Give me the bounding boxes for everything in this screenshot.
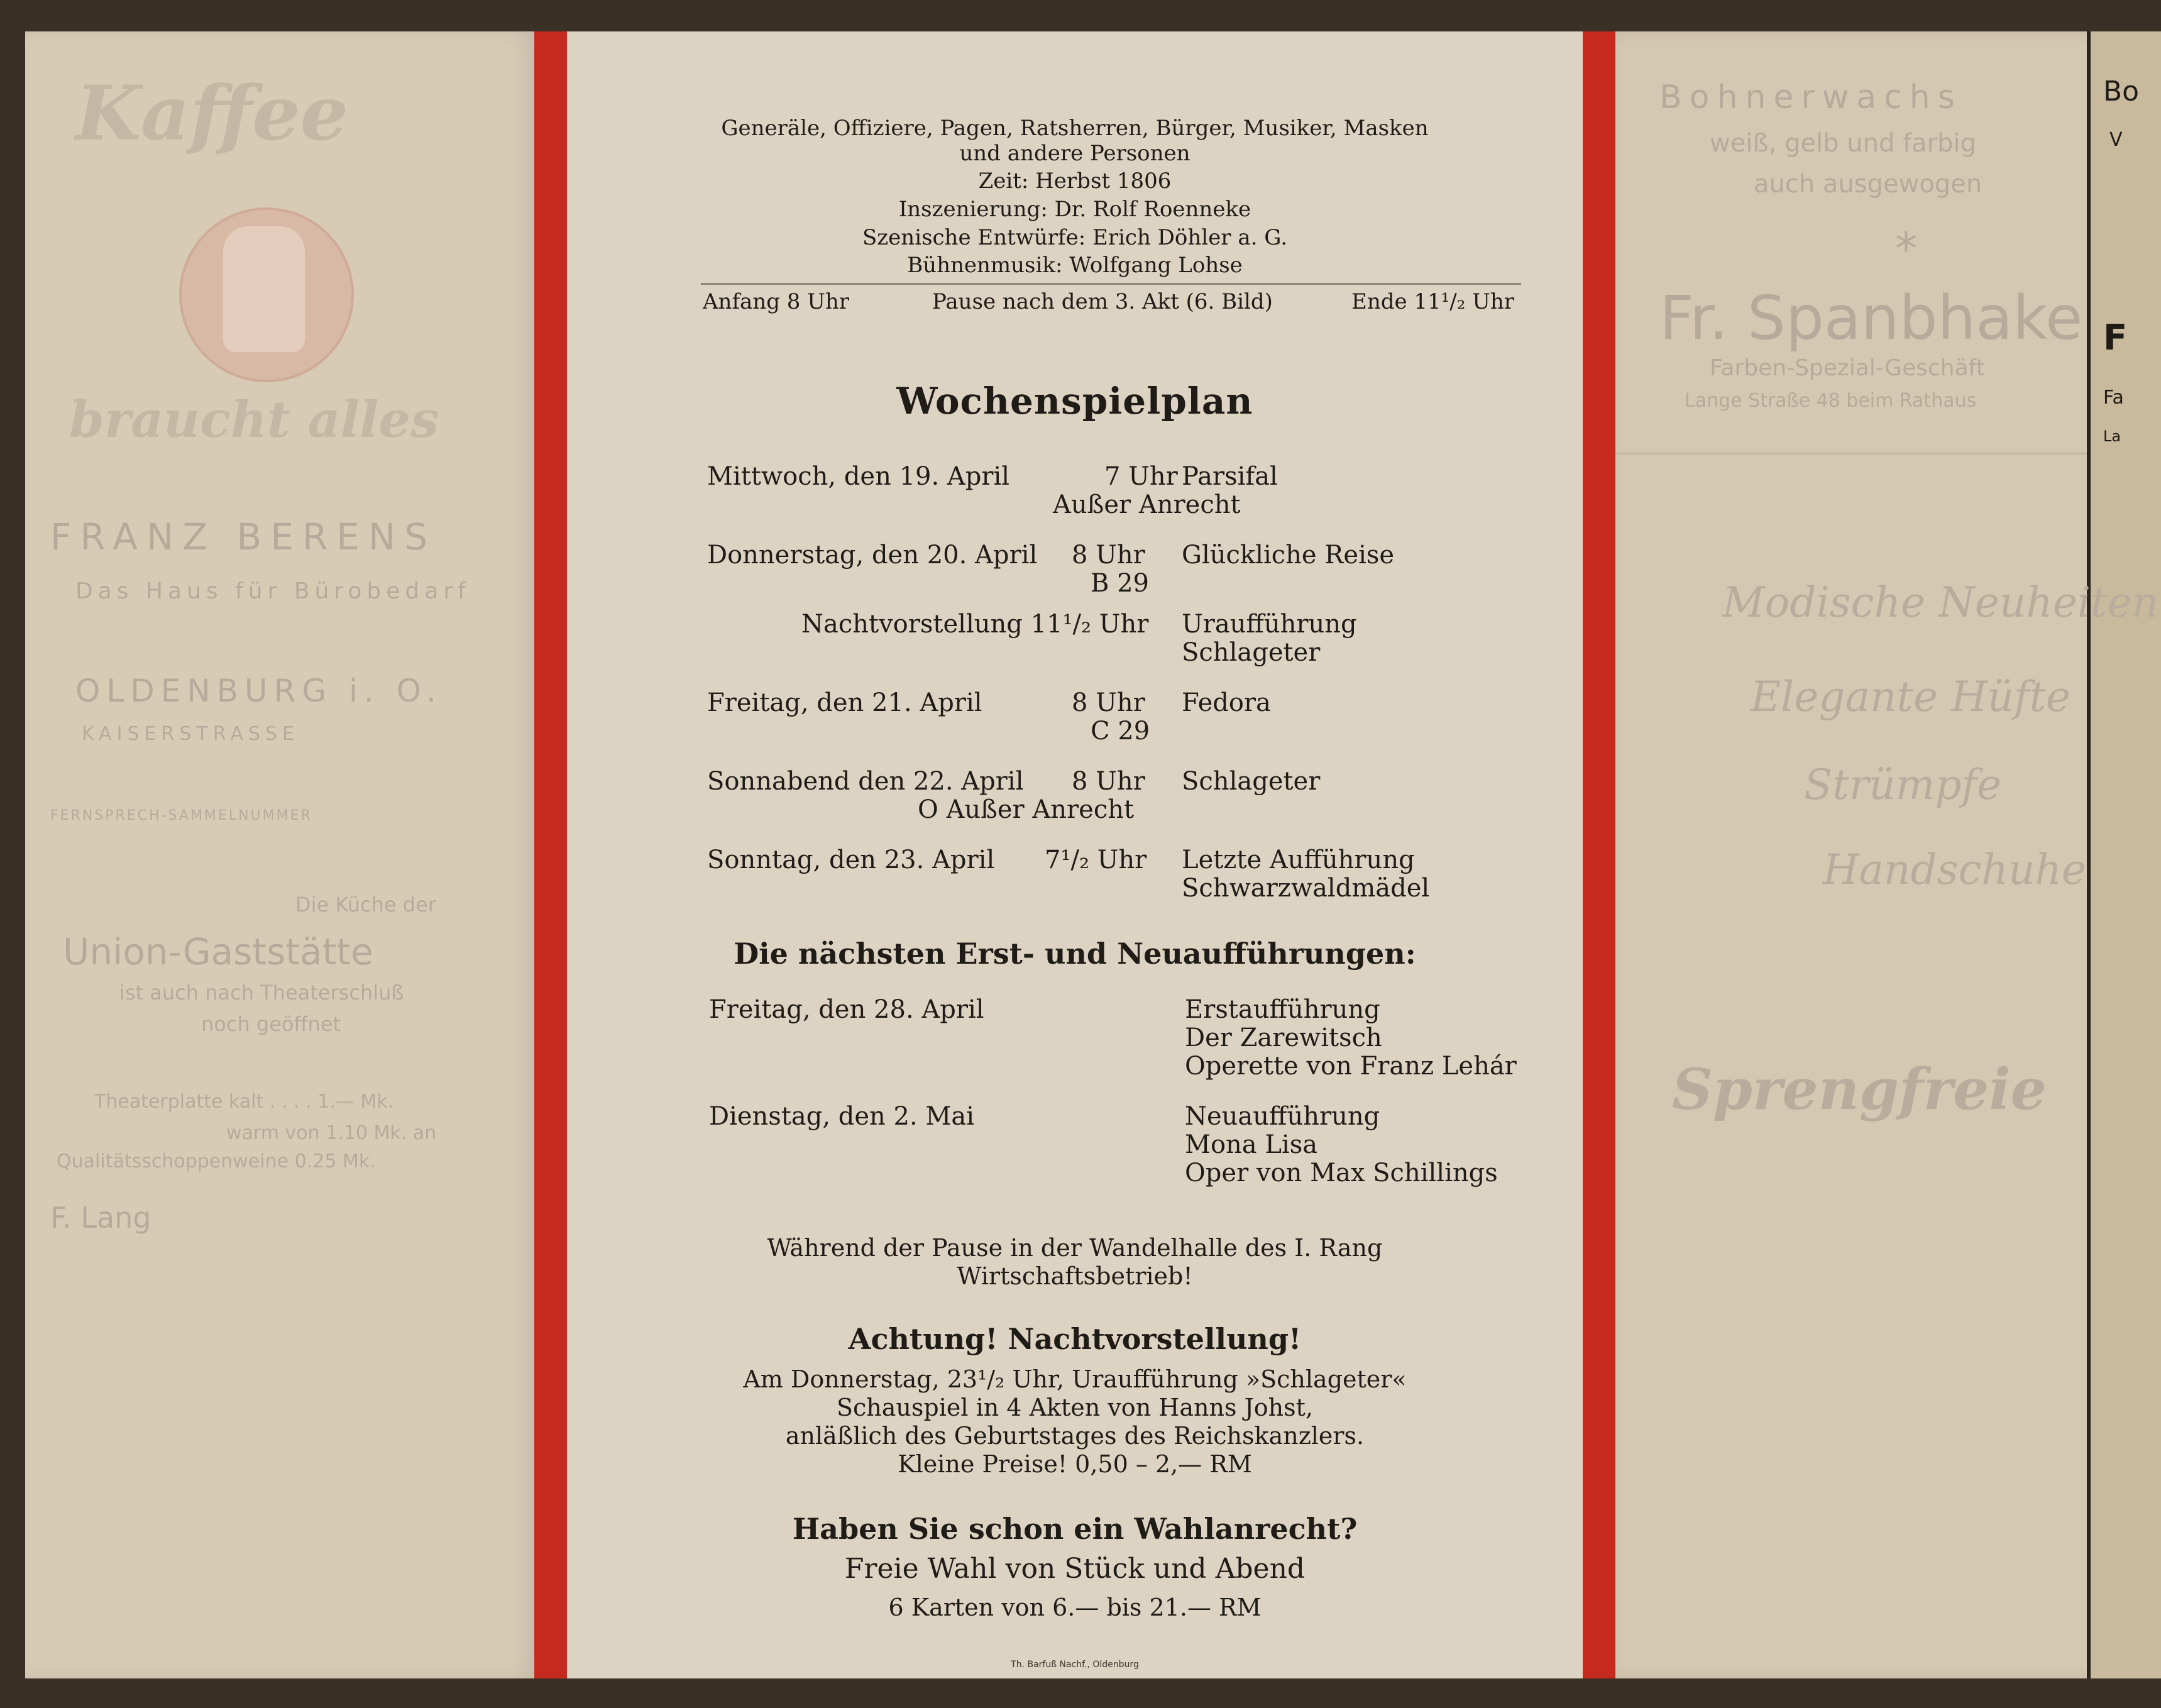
weekly-schedule-title: Wochenspielplan xyxy=(896,380,1253,422)
edge-letter: F xyxy=(2103,317,2128,358)
cast-line: und andere Personen xyxy=(959,141,1190,166)
schedule-day: Freitag, den 21. April xyxy=(707,688,982,717)
ghost-kitchen-intro: Die Küche der xyxy=(295,893,436,917)
schedule-time: 8 Uhr xyxy=(1072,767,1145,796)
cast-line: Generäle, Offiziere, Pagen, Ratsherren, Bürger, Musiker, Masken xyxy=(721,116,1429,141)
performance-time: Zeit: Herbst 1806 xyxy=(978,168,1172,194)
upcoming-line: Der Zarewitsch xyxy=(1185,1023,1382,1052)
night-line: anläßlich des Geburtstages des Reichskanzlers. xyxy=(785,1422,1365,1450)
schedule-note: B 29 xyxy=(1091,569,1150,598)
ghost-brand: Kaffee xyxy=(75,69,349,158)
ghost-menu-line: Qualitätsschoppenweine 0.25 Mk. xyxy=(57,1150,376,1172)
start-time: Anfang 8 Uhr xyxy=(703,289,850,314)
night-title: Achtung! Nachtvorstellung! xyxy=(848,1322,1302,1356)
header-rule xyxy=(701,283,1521,285)
schedule-play: Schlageter xyxy=(1182,767,1321,796)
ghost-phone: FERNSPRECH-SAMMELNUMMER xyxy=(50,808,312,824)
ghost-company-tagline: Das Haus für Bürobedarf xyxy=(75,578,471,604)
schedule-time: 7¹/₂ Uhr xyxy=(1045,846,1147,874)
edge-letter: La xyxy=(2103,427,2121,445)
night-line: Kleine Preise! 0,50 – 2,— RM xyxy=(898,1450,1252,1478)
schedule-play: Schlageter xyxy=(1182,638,1321,667)
ghost-owner: F. Lang xyxy=(50,1201,151,1235)
schedule-play: Uraufführung xyxy=(1182,610,1357,639)
end-time: Ende 11¹/₂ Uhr xyxy=(1351,289,1515,314)
upcoming-line: Operette von Franz Lehár xyxy=(1185,1052,1517,1081)
ghost-company: Fr. Spanbhake xyxy=(1659,283,2083,353)
edge-letter: Fa xyxy=(2103,387,2124,409)
schedule-day: Donnerstag, den 20. April xyxy=(707,541,1038,570)
schedule-play: Parsifal xyxy=(1182,462,1278,491)
ghost-restaurant: Union-Gaststätte xyxy=(63,930,373,973)
schedule-day: Mittwoch, den 19. April xyxy=(707,462,1010,491)
ghost-item: Elegante Hüfte xyxy=(1751,673,2071,721)
emblem-figure xyxy=(223,226,305,352)
ghost-menu-line: Theaterplatte kalt . . . . 1.— Mk. xyxy=(94,1091,394,1113)
wahl-title: Haben Sie schon ein Wahlanrecht? xyxy=(792,1512,1358,1546)
upcoming-line: Neuaufführung xyxy=(1185,1102,1380,1131)
ghost-shop-line: auch ausgewogen xyxy=(1754,170,1982,199)
upcoming-line: Mona Lisa xyxy=(1185,1130,1318,1159)
schedule-play: Glückliche Reise xyxy=(1182,541,1395,570)
pause-info: Pause nach dem 3. Akt (6. Bild) xyxy=(932,289,1273,314)
ghost-shop-line: Bohnerwachs xyxy=(1659,79,1962,116)
schedule-time: 7 Uhr xyxy=(1104,462,1178,491)
ghost-item: Strümpfe xyxy=(1804,761,2002,809)
schedule-note: C 29 xyxy=(1091,717,1150,746)
pause-note: Während der Pause in der Wandelhalle des I. Rang xyxy=(767,1234,1383,1262)
upcoming-line: Oper von Max Schillings xyxy=(1185,1159,1498,1187)
schedule-time: 8 Uhr xyxy=(1072,688,1145,717)
design-credit: Szenische Entwürfe: Erich Döhler a. G. xyxy=(862,225,1288,250)
ghost-shop-line: weiß, gelb und farbig xyxy=(1710,129,1977,158)
ghost-item: Handschuhe xyxy=(1823,846,2087,894)
schedule-play: Schwarzwaldmädel xyxy=(1182,874,1430,903)
ghost-item: Modische Neuheiten xyxy=(1722,578,2159,627)
schedule-play: Fedora xyxy=(1182,688,1271,717)
schedule-note: O Außer Anrecht xyxy=(918,795,1135,824)
ghost-street: KAISERSTRASSE xyxy=(82,723,299,745)
upcoming-day: Dienstag, den 2. Mai xyxy=(709,1102,975,1131)
upcoming-title: Die nächsten Erst- und Neuaufführungen: xyxy=(734,937,1416,971)
ghost-script-logo: Sprengfreie xyxy=(1672,1056,2047,1123)
ghost-city: OLDENBURG i. O. xyxy=(75,673,443,709)
ghost-company-sub: Lange Straße 48 beim Rathaus xyxy=(1685,390,1977,412)
schedule-day: Nachtvorstellung 11¹/₂ Uhr xyxy=(801,610,1149,639)
red-bar-left xyxy=(534,31,567,1678)
ghost-menu-line: warm von 1.10 Mk. an xyxy=(226,1122,437,1144)
pause-note: Wirtschaftsbetrieb! xyxy=(957,1262,1193,1290)
schedule-day: Sonntag, den 23. April xyxy=(707,846,995,874)
upcoming-line: Erstaufführung xyxy=(1185,995,1380,1024)
ghost-star: * xyxy=(1895,223,1917,275)
ghost-restaurant-note: noch geöffnet xyxy=(201,1012,341,1036)
schedule-time: 8 Uhr xyxy=(1072,541,1145,570)
printer-imprint: Th. Barfuß Nachf., Oldenburg xyxy=(1011,1660,1139,1670)
ghost-restaurant-note: ist auch nach Theaterschluß xyxy=(119,981,404,1005)
ghost-divider xyxy=(1609,453,2087,455)
upcoming-day: Freitag, den 28. April xyxy=(709,995,984,1024)
ghost-company: FRANZ BERENS xyxy=(50,515,437,558)
next-page-edge xyxy=(2087,31,2161,1678)
schedule-day: Sonnabend den 22. April xyxy=(707,767,1024,796)
wahl-line: Freie Wahl von Stück und Abend xyxy=(844,1553,1306,1585)
night-line: Am Donnerstag, 23¹/₂ Uhr, Uraufführung »Schlageter« xyxy=(743,1365,1407,1393)
night-line: Schauspiel in 4 Akten von Hanns Johst, xyxy=(836,1394,1313,1421)
edge-letter: V xyxy=(2109,129,2123,151)
schedule-note: Außer Anrecht xyxy=(1053,490,1241,519)
music-credit: Bühnenmusik: Wolfgang Lohse xyxy=(907,253,1243,278)
schedule-play: Letzte Aufführung xyxy=(1182,846,1415,874)
direction-credit: Inszenierung: Dr. Rolf Roenneke xyxy=(898,197,1251,222)
wahl-line: 6 Karten von 6.— bis 21.— RM xyxy=(888,1594,1262,1621)
ghost-slogan: braucht alles xyxy=(69,390,439,449)
ghost-company-sub: Farben-Spezial-Geschäft xyxy=(1710,355,1985,381)
red-bar-right xyxy=(1583,31,1615,1678)
edge-letter: Bo xyxy=(2103,75,2140,107)
